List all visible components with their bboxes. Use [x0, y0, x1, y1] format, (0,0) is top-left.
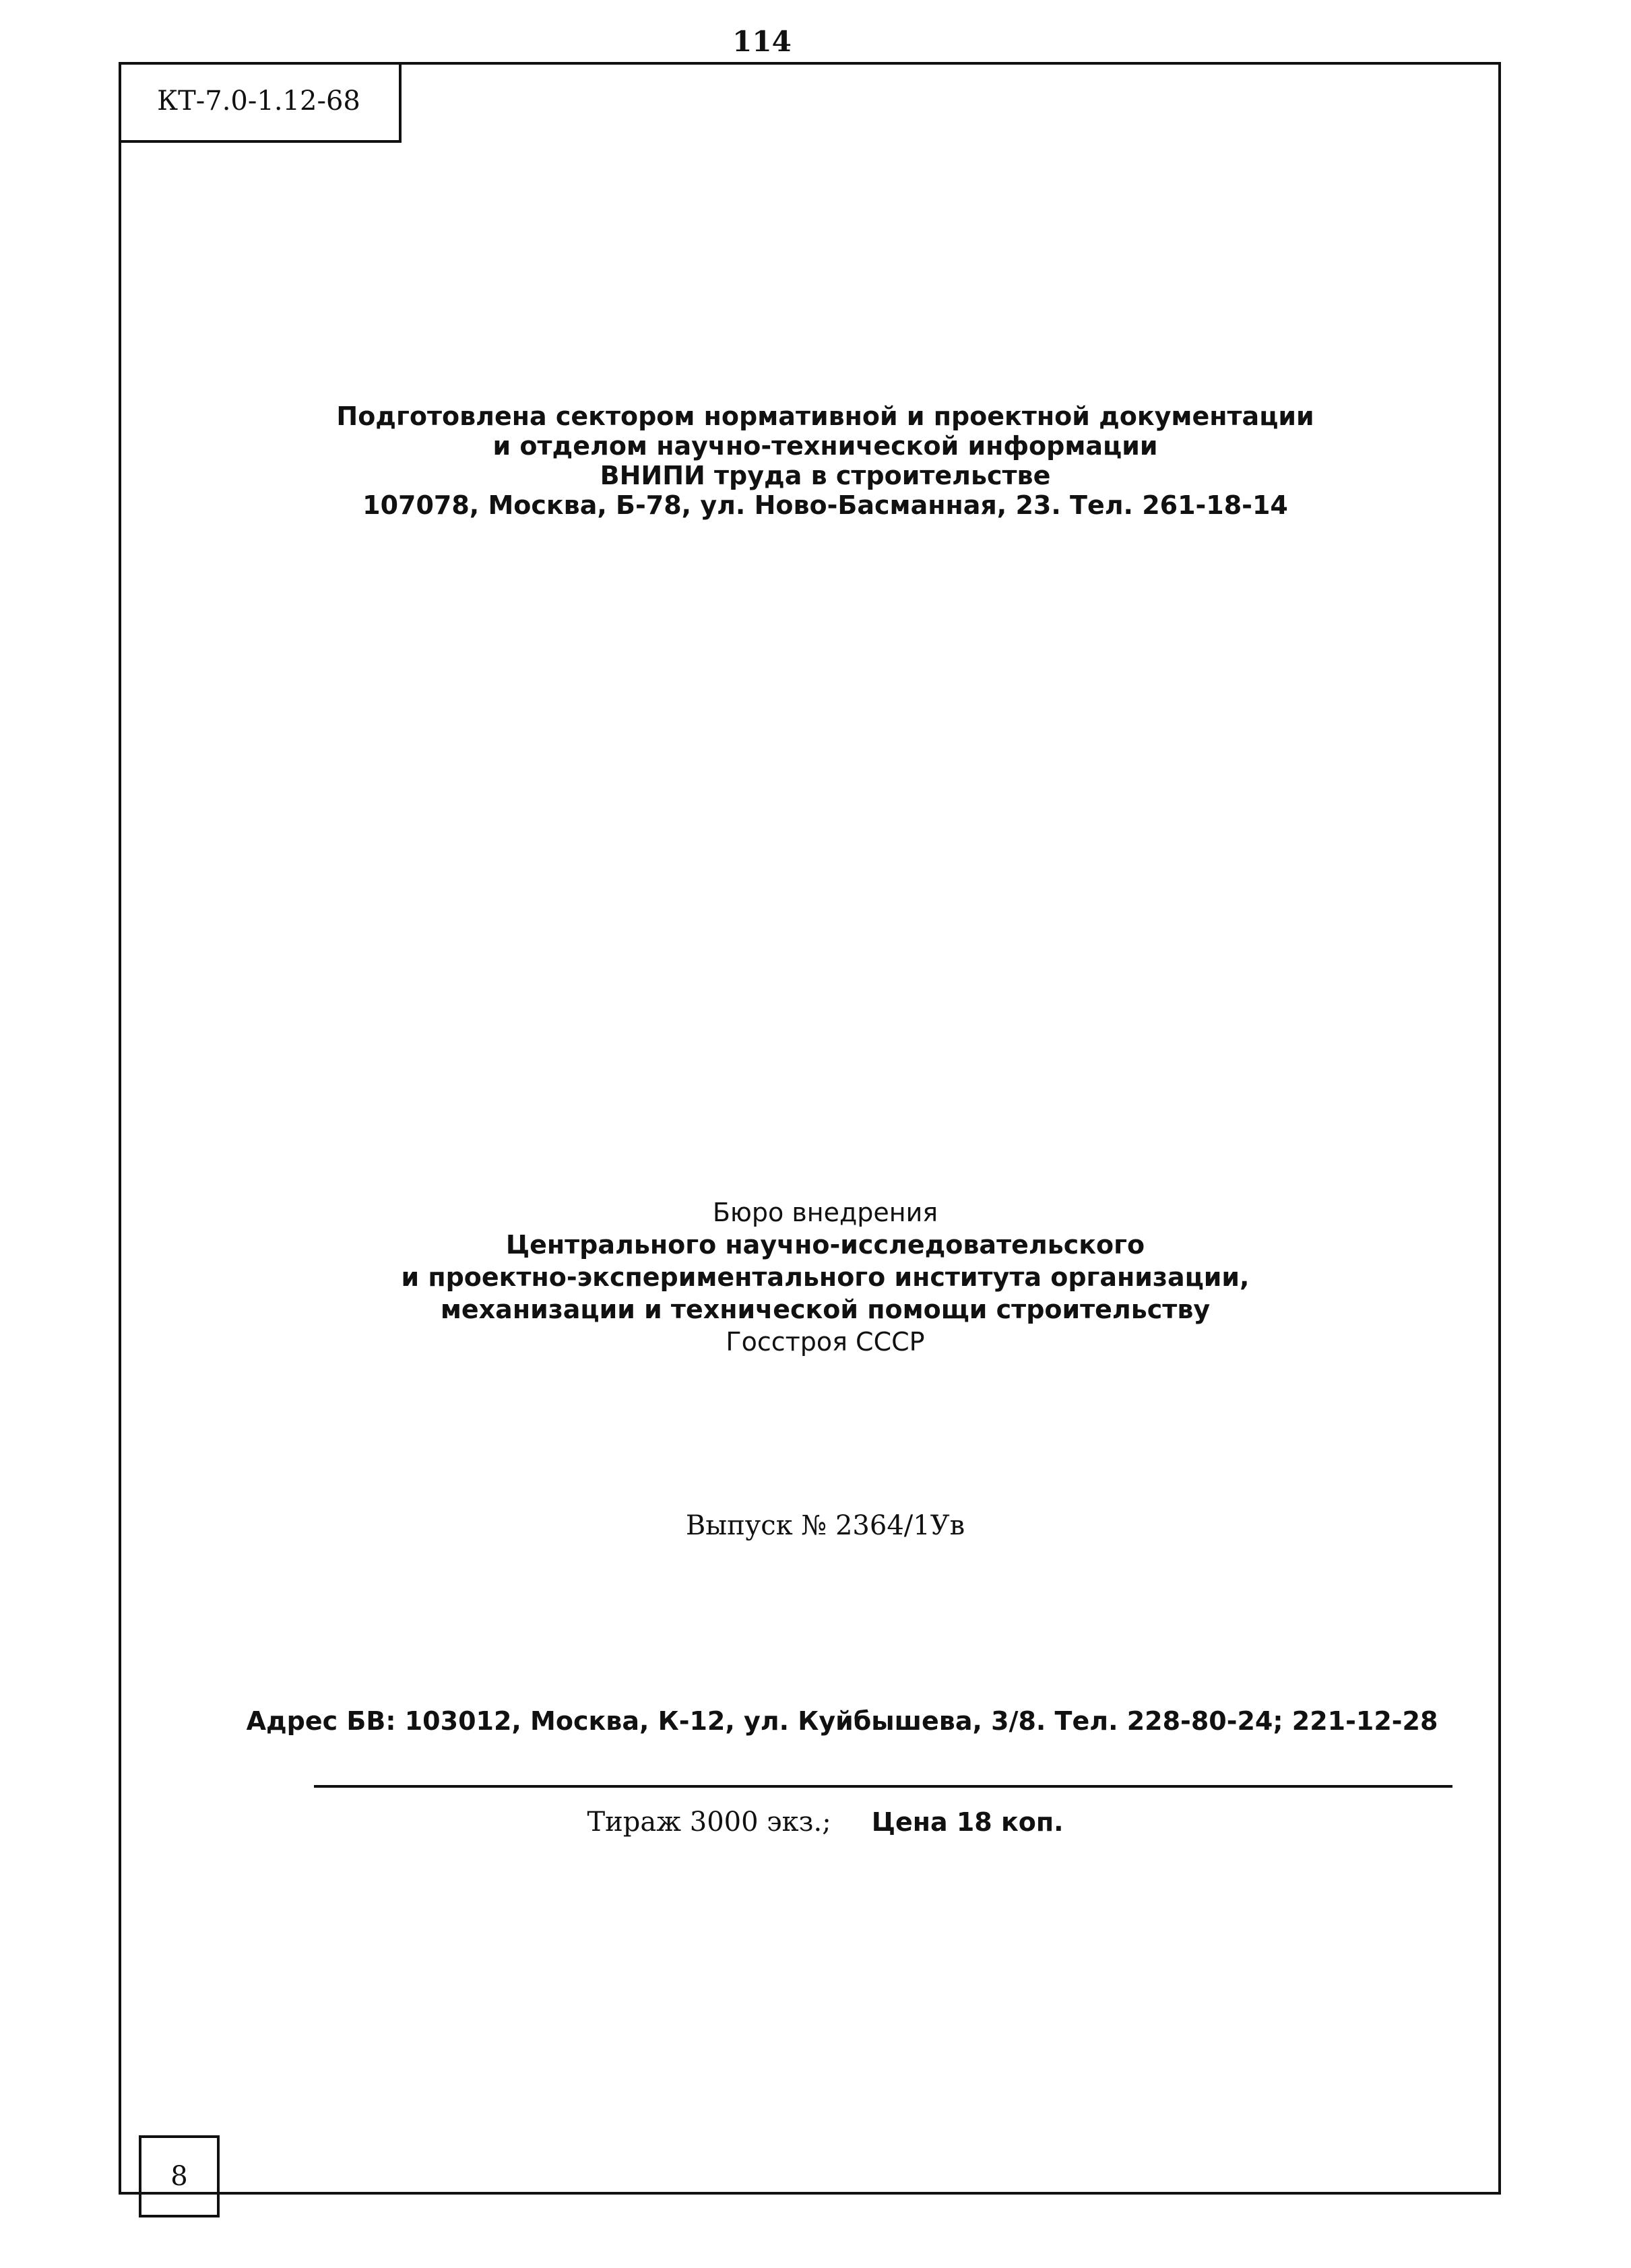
divider-line: [314, 1785, 1452, 1788]
prepared-by-block: [202, 401, 1448, 520]
document-code-stamp: [119, 62, 402, 143]
issue-number: Выпуск № 2364/1Ув: [685, 1510, 965, 1541]
sheet-number-stamp: [139, 2135, 220, 2217]
prepared-by-line: и отделом научно-технической информации: [492, 431, 1158, 461]
print-run-line: [202, 1805, 1448, 1839]
bureau-line: Госстроя СССР: [726, 1327, 925, 1357]
prepared-by-line: ВНИПИ труда в строительстве: [600, 461, 1051, 490]
page-number: 114: [732, 25, 792, 58]
sheet-number: 8: [170, 2161, 188, 2192]
circulation: Тираж 3000 экз.;: [587, 1807, 831, 1838]
prepared-by-line: 107078, Москва, Б-78, ул. Ново-Басманная, 23. Тел. 261-18-14: [362, 490, 1288, 520]
bureau-line: Бюро внедрения: [712, 1198, 938, 1227]
document-code: КТ-7.0-1.12-68: [157, 86, 360, 117]
bureau-address: Адрес БВ: 103012, Москва, К-12, ул. Куйбышева, 3/8. Тел. 228-80-24; 221-12-28: [246, 1706, 1438, 1736]
price: Цена 18 коп.: [871, 1807, 1064, 1837]
bureau-line: и проектно-экспериментального института организации,: [401, 1262, 1250, 1292]
prepared-by-line: Подготовлена сектором нормативной и проектной документации: [336, 401, 1314, 431]
page-frame: [119, 62, 1501, 2195]
bureau-block: [202, 1196, 1448, 1358]
bureau-line: Центрального научно-исследовательского: [505, 1230, 1145, 1260]
bureau-line: механизации и технической помощи строительству: [440, 1295, 1211, 1324]
